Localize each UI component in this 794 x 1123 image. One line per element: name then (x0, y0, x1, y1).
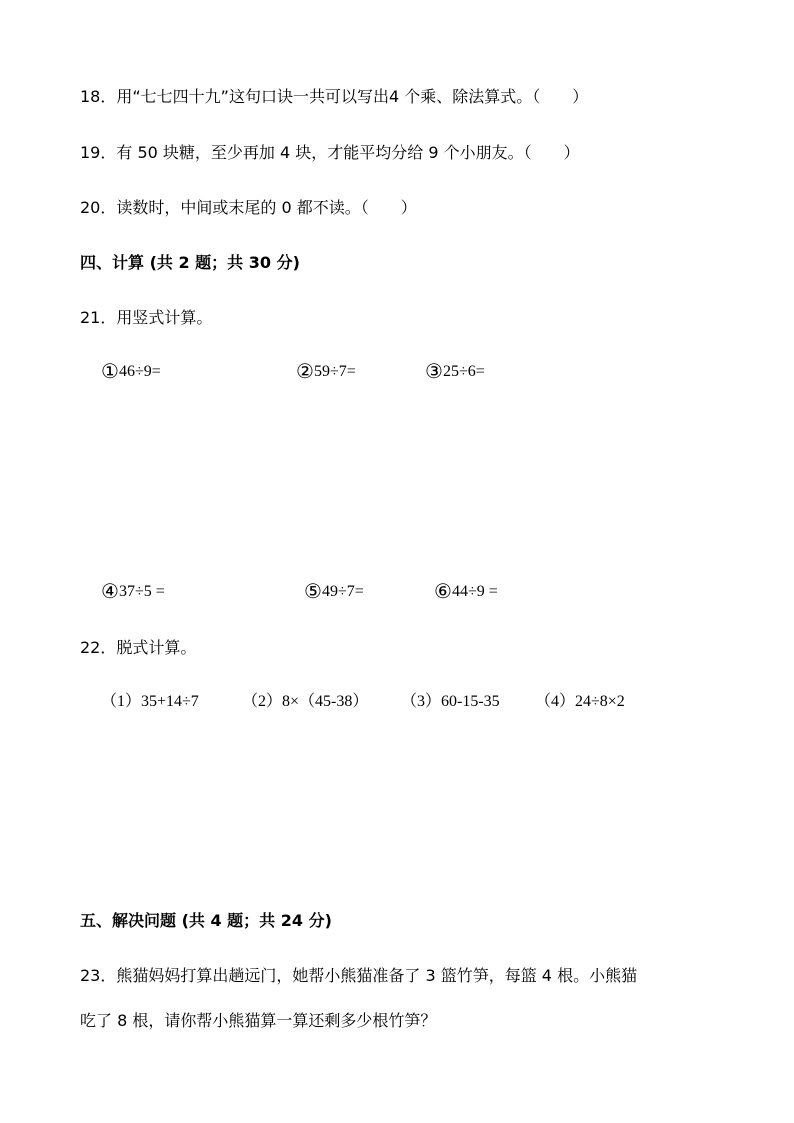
item-number: ② (296, 359, 314, 383)
item-number: ① (101, 359, 119, 383)
vertical-calc-item-6 (434, 581, 498, 602)
step-calc-item-1: （1）35+14÷7 (101, 693, 199, 710)
item-expression: 49÷7= (321, 583, 364, 600)
question-18: 18．用“七七四十九”这句口诀一共可以写出4 个乘、除法算式。（ ） (80, 87, 589, 106)
section-4-title: 四、计算 (共 2 题；共 30 分) (80, 253, 300, 272)
vertical-calc-item-1 (101, 361, 161, 382)
item-number: ③ (425, 359, 443, 383)
item-number: ⑥ (434, 579, 452, 603)
step-calc-item-3: （3）60-15-35 (401, 693, 500, 710)
question-22-prompt: 22．脱式计算。 (80, 638, 197, 657)
question-20: 20．读数时，中间或末尾的 0 都不读。（ ） (80, 198, 417, 217)
section-5-title: 五、解决问题 (共 4 题；共 24 分) (80, 911, 332, 930)
item-expression: 44÷9 = (451, 583, 498, 600)
question-23-line-1: 23．熊猫妈妈打算出趟远门，她帮小熊猫准备了 3 篮竹笋，每篮 4 根。小熊猫 (80, 966, 638, 985)
item-expression: 25÷6= (442, 363, 485, 380)
vertical-calc-item-3 (425, 361, 485, 382)
item-number: ⑤ (304, 579, 322, 603)
step-calc-item-4: （4）24÷8×2 (535, 693, 625, 710)
item-expression: 46÷9= (118, 363, 161, 380)
item-expression: 37÷5 = (118, 583, 165, 600)
question-19: 19．有 50 块糖，至少再加 4 块，才能平均分给 9 个小朋友。（ ） (80, 143, 580, 162)
vertical-calc-item-5 (304, 581, 364, 602)
step-calc-item-2: （2）8×（45-38） (242, 693, 369, 710)
vertical-calc-item-2 (296, 361, 356, 382)
item-number: ④ (101, 579, 119, 603)
vertical-calc-item-4 (101, 581, 165, 602)
item-expression: 59÷7= (313, 363, 356, 380)
question-23-line-2: 吃了 8 根，请你帮小熊猫算一算还剩多少根竹笋？ (80, 1011, 437, 1030)
question-21-prompt: 21．用竖式计算。 (80, 308, 213, 327)
